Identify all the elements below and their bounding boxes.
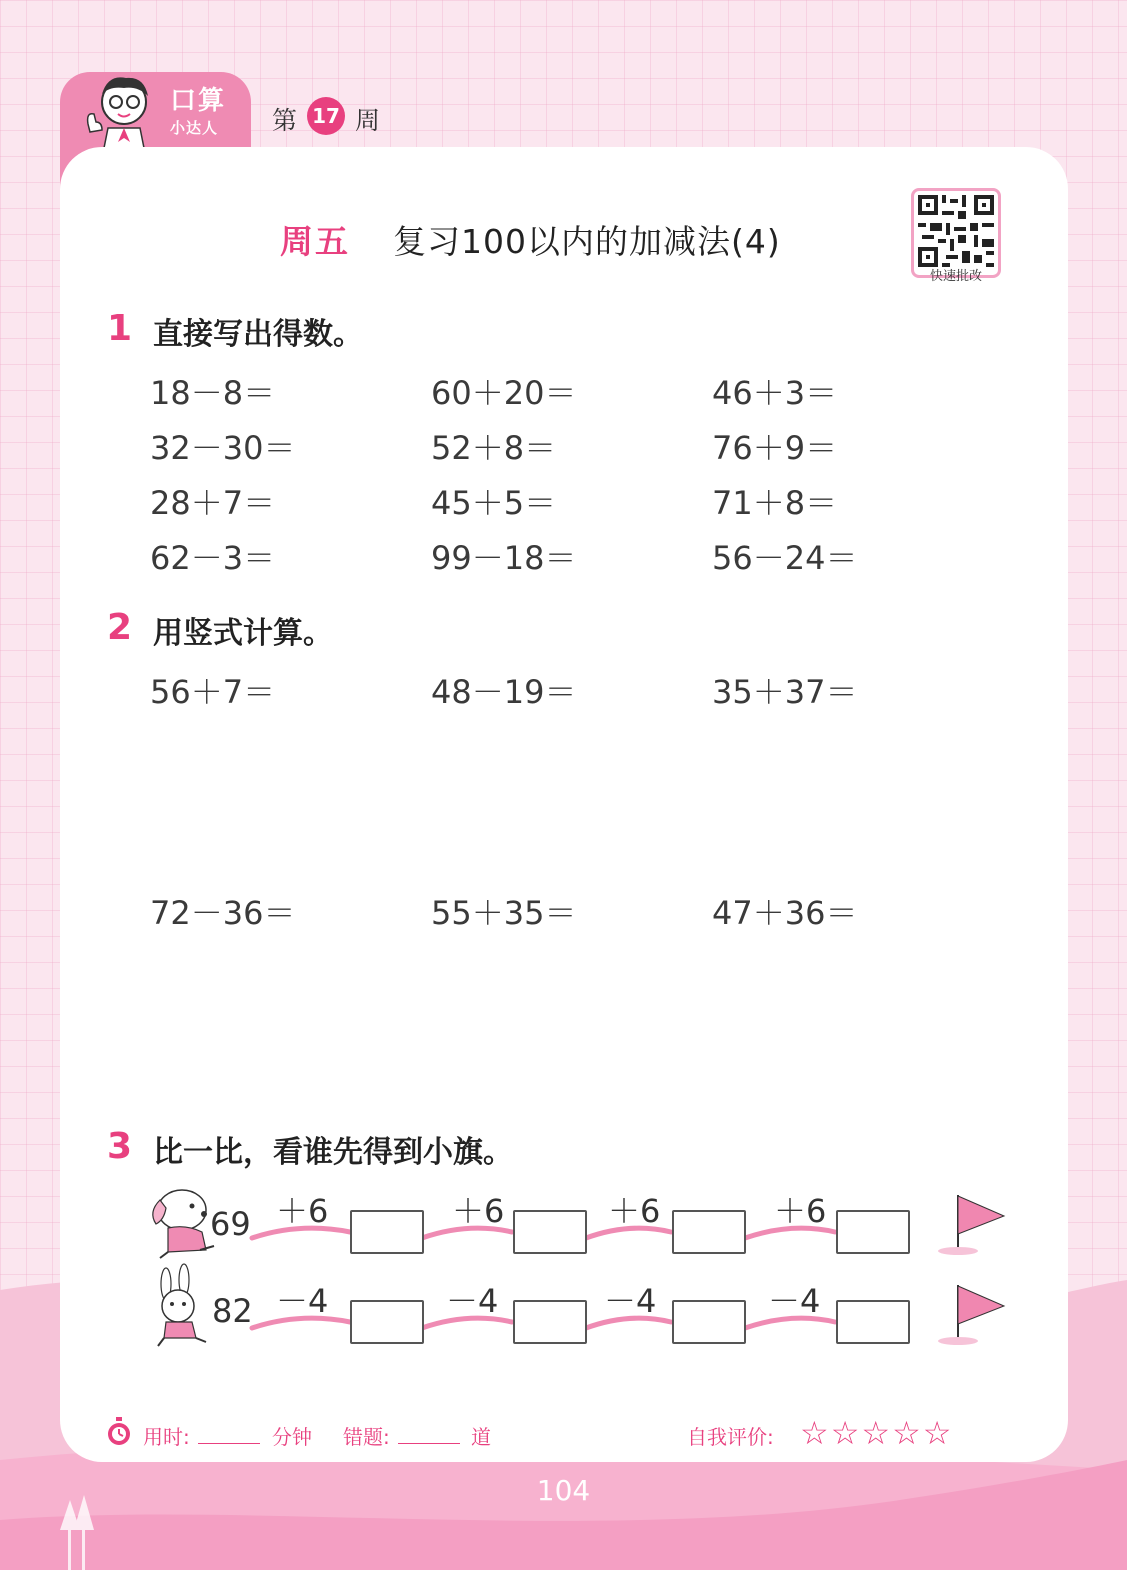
errors-unit: 道 (471, 1425, 491, 1449)
race-start-number: 69 (210, 1205, 251, 1243)
race-operation: ＋6 (774, 1192, 827, 1230)
problem: 32－30＝ (150, 429, 296, 467)
problem: 55＋35＝ (431, 894, 577, 932)
answer-box[interactable] (836, 1300, 910, 1344)
problem: 72－36＝ (150, 894, 296, 932)
answer-box[interactable] (350, 1210, 424, 1254)
errors-label: 错题: (343, 1425, 390, 1449)
badge-title: 口算 (170, 86, 227, 116)
dog-mascot-icon (153, 1190, 214, 1258)
problem: 71＋8＝ (712, 484, 838, 522)
self-eval-label: 自我评价: (687, 1425, 774, 1449)
page-number: 104 (536, 1474, 591, 1507)
answer-box[interactable] (513, 1300, 587, 1344)
rabbit-mascot-icon (158, 1264, 206, 1346)
page-title: 复习100以内的加减法(4) (393, 222, 781, 261)
time-label: 用时: (143, 1425, 190, 1449)
section-title: 用竖式计算。 (153, 616, 333, 651)
race-start-number: 82 (212, 1292, 253, 1330)
badge-subtitle: 小达人 (170, 119, 219, 137)
problem: 46＋3＝ (712, 374, 838, 412)
race-operation: －4 (276, 1282, 329, 1320)
problem: 35＋37＝ (712, 673, 858, 711)
problem: 18－8＝ (150, 374, 276, 412)
problem: 45＋5＝ (431, 484, 557, 522)
race-operation: ＋6 (608, 1192, 661, 1230)
problem: 76＋9＝ (712, 429, 838, 467)
section-title: 比一比，看谁先得到小旗。 (153, 1135, 513, 1170)
race-operation: －4 (446, 1282, 499, 1320)
problem: 48－19＝ (431, 673, 577, 711)
stopwatch-icon (106, 1417, 132, 1447)
race-operation: －4 (768, 1282, 821, 1320)
time-blank[interactable] (198, 1443, 260, 1444)
day-label: 周五 (280, 222, 350, 261)
problem: 28＋7＝ (150, 484, 276, 522)
flag-icon (938, 1285, 1004, 1345)
race-operation: ＋6 (276, 1192, 329, 1230)
race-operation: ＋6 (452, 1192, 505, 1230)
problem: 56＋7＝ (150, 673, 276, 711)
problem: 52＋8＝ (431, 429, 557, 467)
problem: 47＋36＝ (712, 894, 858, 932)
flag-icon (938, 1195, 1004, 1255)
race-operation: －4 (604, 1282, 657, 1320)
problem: 56－24＝ (712, 539, 858, 577)
rating-stars[interactable]: ☆☆☆☆☆ (800, 1414, 954, 1452)
problem: 60＋20＝ (431, 374, 577, 412)
section-number: 2 (107, 607, 133, 648)
answer-box[interactable] (836, 1210, 910, 1254)
section-number: 3 (107, 1126, 133, 1167)
answer-box[interactable] (672, 1210, 746, 1254)
section-number: 1 (107, 308, 133, 349)
week-prefix: 第 (272, 106, 298, 135)
section-title: 直接写出得数。 (153, 317, 363, 352)
week-suffix: 周 (355, 106, 381, 135)
problem: 99－18＝ (431, 539, 577, 577)
problem: 62－3＝ (150, 539, 276, 577)
qr-caption: 快速批改 (929, 269, 982, 284)
time-unit: 分钟 (272, 1425, 312, 1449)
answer-box[interactable] (513, 1210, 587, 1254)
answer-box[interactable] (350, 1300, 424, 1344)
errors-blank[interactable] (398, 1443, 460, 1444)
answer-box[interactable] (672, 1300, 746, 1344)
week-number-badge: 17 (307, 97, 345, 135)
